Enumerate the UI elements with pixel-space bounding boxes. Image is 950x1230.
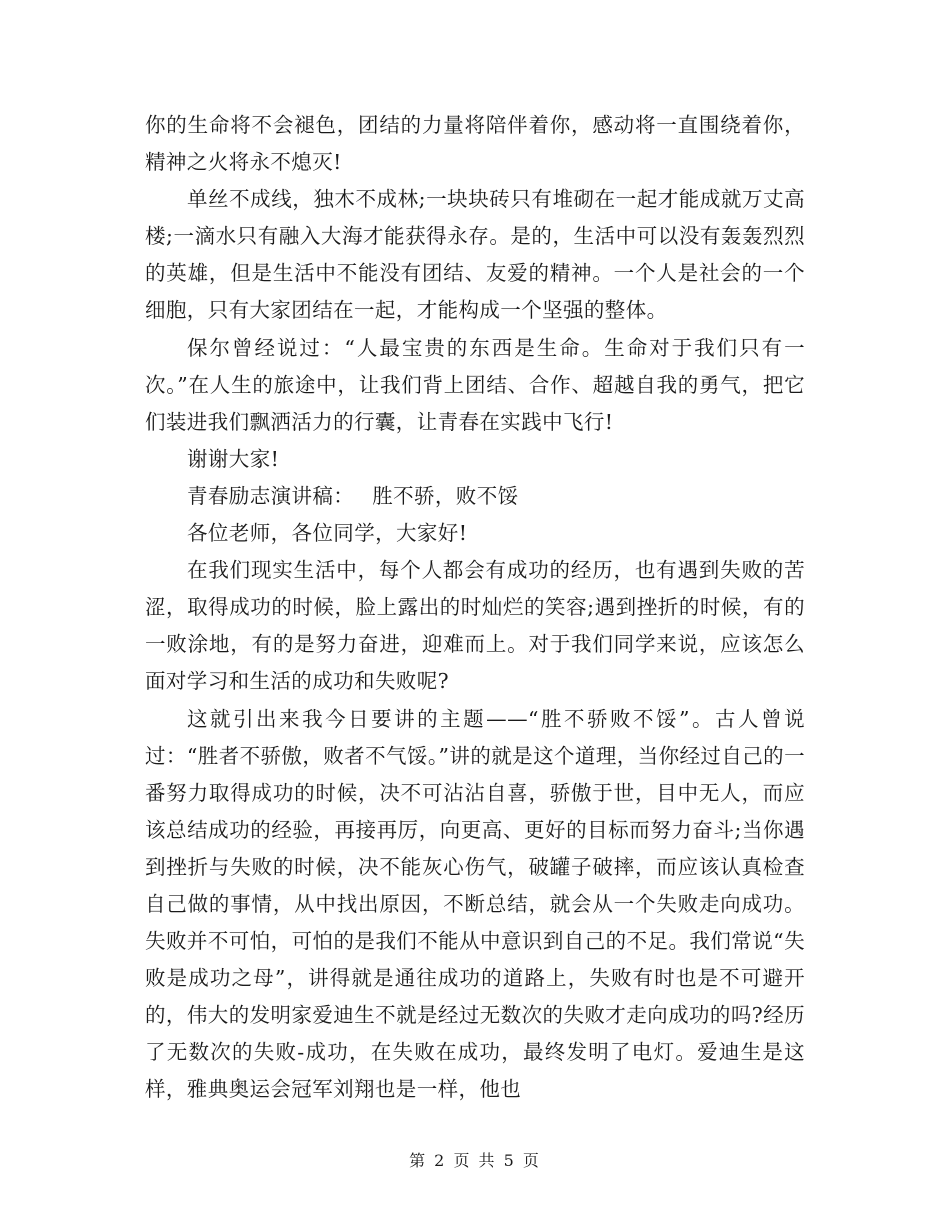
paragraph-8: 这就引出来我今日要讲的主题——“胜不骄败不馁”。古人曾说过：“胜者不骄傲，败者不气馁。”讲的就是这个道理，当你经过自己的一番努力取得成功的时候，决不可沾沾自喜，骄傲于世，目中无人，而应该总结成功的经验，再接再厉，向更高、更好的目标而努力奋斗;当你遇到挫折与失败的时候，决不能灰心伤气，破罐子破摔，而应该认真检查自己做的事情，从中找出原因，不断总结，就会从一个失败走向成功。失败并不可怕，可怕的是我们不能从中意识到自己的不足。我们常说“失败是成功之母”，讲得就是通往成功的道路上，失败有时也是不可避开的，伟大的发明家爱迪生不就是经过无数次的失败才走向成功的吗?经历了无数次的失败-成功，在失败在成功，最终发明了电灯。爱迪生是这样，雅典奥运会冠军刘翔也是一样，他也 [145, 706, 805, 1102]
paragraph-7: 在我们现实生活中，每个人都会有成功的经历，也有遇到失败的苦涩，取得成功的时候，脸上露出的时灿烂的笑容;遇到挫折的时候，有的一败涂地，有的是努力奋进，迎难而上。对于我们同学来说，应该怎么面对学习和生活的成功和失败呢? [145, 558, 805, 694]
speech-title-subtitle: 胜不骄，败不馁 [372, 483, 519, 508]
speech-title-label: 青春励志演讲稿： [187, 483, 355, 508]
speech-title [145, 478, 805, 515]
paragraph-2: 单丝不成线，独木不成林;一块块砖只有堆砌在一起才能成就万丈高楼;一滴水只有融入大海才能获得永存。是的，生活中可以没有轰轰烈烈的英雄，但是生活中不能没有团结、友爱的精神。一个人是社会的一个细胞，只有大家团结在一起，才能构成一个坚强的整体。 [145, 187, 805, 323]
document-body [145, 107, 805, 1109]
greeting: 各位老师，各位同学，大家好! [187, 521, 468, 546]
paragraph-3: 保尔曾经说过：“人最宝贵的东西是生命。生命对于我们只有一次。”在人生的旅途中，让我们背上团结、合作、超越自我的勇气，把它们装进我们飘洒活力的行囊，让青春在实践中飞行! [145, 335, 805, 434]
closing-thanks: 谢谢大家! [187, 446, 280, 471]
page-number-footer: 第 2 页 共 5 页 [409, 1151, 541, 1170]
paragraph-1: 你的生命将不会褪色，团结的力量将陪伴着你，感动将一直围绕着你，精神之火将永不熄灭! [145, 113, 805, 175]
